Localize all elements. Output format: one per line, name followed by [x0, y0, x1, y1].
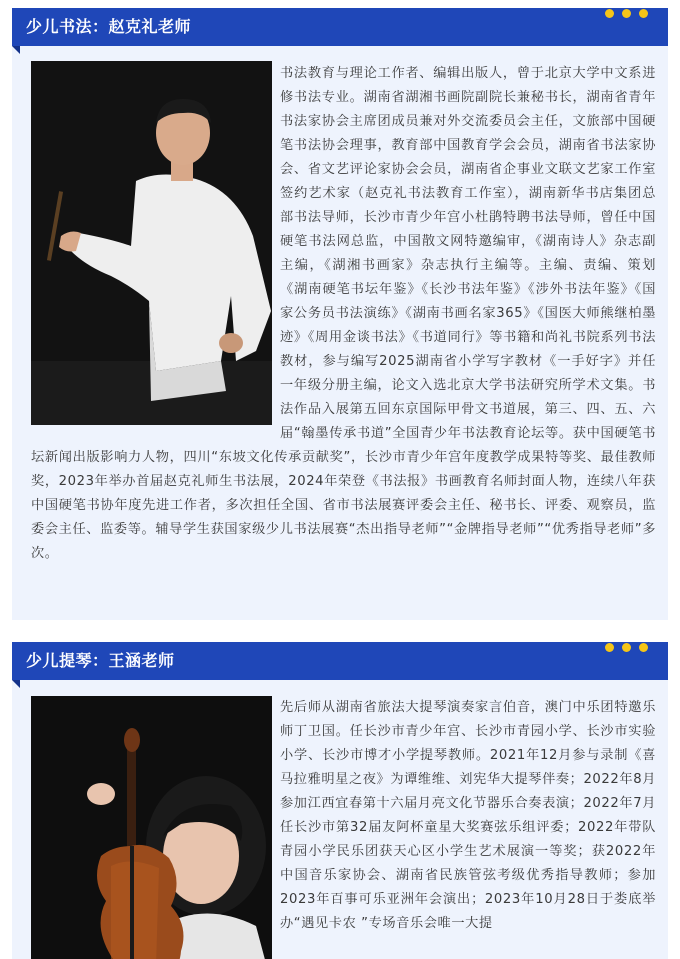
- dot-icon: [622, 9, 631, 18]
- decorative-dots: [597, 3, 648, 13]
- dot-icon: [605, 643, 614, 652]
- bio-text: 先后师从湖南省旅法大提琴演奏家言伯音，澳门中乐团特邀乐师丁卫国。任长沙市青少年宫、长沙市青园小学、长沙市实验小学、长沙市博才小学提琴教师。2021年12月参与录制《喜马拉雅明星之夜》为谭维维、刘宪华大提琴伴奏；2022年8月参加江西宜春第十六届月亮文化节器乐合奏表演；2022年7月任长沙市第32届友阿杯童星大奖赛弦乐组评委；2022年带队青园小学民乐团获天心区小学生艺术展演一等奖；获2022年中国音乐家协会、湖南省民族管弦考级优秀指导教师；参加2023年百事可乐亚洲年会演出；2023年10月28日于娄底举办“遇见卡农 ”专场音乐会唯一大提: [280, 700, 656, 931]
- decorative-dots: [597, 637, 648, 647]
- header-ribbon-fold: [12, 680, 20, 688]
- section-title: 少儿书法：赵克礼老师: [12, 8, 668, 46]
- teacher-bio: [31, 62, 656, 566]
- bio-text: 书法教育与理论工作者、编辑出版人，曾于北京大学中文系进修书法专业。湖南省湖湘书画院副院长兼秘书长，湖南省青年书法家协会主席团成员兼对外交流委员会主任，文旅部中国硬笔书法协会理事，教育部中国教育学会会员，湖南省书法家协会、省文艺评论家协会会员，湖南省企事业文联文艺家工作室签约艺术家（赵克礼书法教育工作室），湖南新华书店集团总部书法导师，长沙市青少年宫小杜鹃特聘书法导师，曾任中国硬笔书法网总监，中国散文网特邀编审，《湖南诗人》杂志副主编，《湖湘书画家》杂志执行主编等。主编、责编、策划《湖南硬笔书坛年鉴》《长沙书法年鉴》《涉外书法年鉴》《国家公务员书法演练》《湖南书画名家365》《国医大师熊继柏墨迹》《周用金谈书法》《书道同行》等书籍和尚礼书院系列书法教材，参与编写2025湖南省小学写字教材《一手好字》并任一年级分册主编，论文入选北京大学书法研究所学术文集。书法作品入展第五回东京国际甲骨文书道展，第三、四、五、六届“翰墨传承书道”全国青少年书法教育论坛等。获中国硬笔书坛新闻出版影响力人物，四川“东坡文化传承贡献奖”，长沙市青少年宫年度教学成果特等奖、最佳教师奖，2023年举办首届赵克礼师生书法展，2024年荣登《书法报》书画教育名师封面人物，连续八年获中国硬笔书协年度先进工作者，多次担任全国、省市书法展赛评委会主任、秘书长、评委、观察员，监委会主任、监委等。辅导学生获国家级少儿书法展赛“杰出指导老师”“金牌指导老师”“优秀指导老师”多次。: [31, 66, 656, 561]
- section-title: 少儿提琴：王涵老师: [12, 642, 668, 680]
- dot-icon: [639, 9, 648, 18]
- dot-icon: [622, 643, 631, 652]
- dot-icon: [639, 643, 648, 652]
- dot-icon: [605, 9, 614, 18]
- teacher-section-violin: [12, 642, 668, 959]
- teacher-bio: [31, 696, 656, 959]
- teacher-section-calligraphy: [12, 8, 668, 620]
- header-ribbon-fold: [12, 46, 20, 54]
